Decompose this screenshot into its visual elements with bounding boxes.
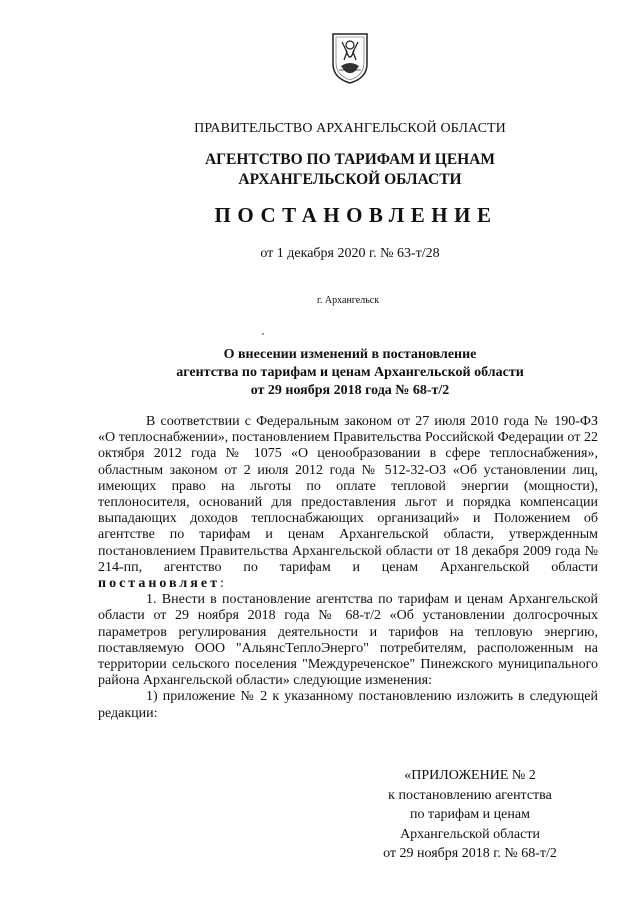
document-body	[98, 414, 598, 722]
scan-mark	[262, 333, 264, 335]
subject-line1: О внесении изменений в постановление	[223, 347, 477, 362]
appendix-line4: Архангельской области	[400, 826, 540, 842]
appendix-line2: к постановлению агентства	[388, 787, 552, 803]
date-number: от 1 декабря 2020 г. № 63-т/28	[260, 246, 440, 261]
paragraph-1-text: В соответствии с Федеральным законом от 27 июля 2010 года № 190-ФЗ «О теплоснабжении», постановлением Правительства Российской Федерации от 22 октября 2012 года № 1075 «О ценообразовании в сфере теплоснабжения», областным законом от 2 июля 2012 года № 512-32-ОЗ «Об установлении лиц, имеющих право на льготы по оплате тепловой энергии (мощности), теплоносителя, оснований для предоставления льгот и порядка компенсации выпадающих доходов теплоснабжающих организаций» и Положением об агентстве по тарифам и ценам Архангельской области, утвержденным постановлением Правительства Архангельской области от 18 декабря 2009 года № 214-пп, агентство по тарифам и ценам Архангельской области	[98, 414, 598, 575]
document-type: ПОСТАНОВЛЕНИЕ	[214, 203, 498, 227]
action-word: постановляет	[98, 576, 220, 592]
agency-title	[30, 150, 640, 190]
coat-of-arms-icon	[330, 30, 370, 85]
appendix-line5: от 29 ноября 2018 г. № 68-т/2	[383, 846, 557, 861]
subject-line3: от 29 ноября 2018 года № 68-т/2	[250, 383, 450, 398]
paragraph-1-end: :	[219, 576, 224, 592]
subject-line2: агентства по тарифам и ценам Архангельской области	[176, 365, 524, 380]
document-subject	[30, 346, 640, 400]
body-paragraph-3: 1) приложение № 2 к указанному постановлению изложить в следующей редакции:	[98, 689, 598, 721]
appendix-block	[365, 766, 575, 864]
city: г. Архангельск	[316, 295, 380, 306]
agency-title-line2: АРХАНГЕЛЬСКОЙ ОБЛАСТИ	[238, 171, 462, 188]
body-paragraph-1	[98, 414, 598, 592]
agency-title-line1: АГЕНТСТВО ПО ТАРИФАМ И ЦЕНАМ	[204, 151, 496, 168]
appendix-line1: «ПРИЛОЖЕНИЕ № 2	[404, 768, 536, 783]
body-paragraph-2: 1. Внести в постановление агентства по тарифам и ценам Архангельской области от 29 ноября 2018 года № 68-т/2 «Об установлении долгосрочных параметров регулирования деятельности и тарифов на тепловую энергию, поставляемую ООО "АльянсТеплоЭнерго" потребителям, расположенным на территории сельского поселения "Междуреченское" Пинежского муниципального района Архангельской области» следующие изменения:	[98, 592, 598, 689]
appendix-line3: по тарифам и ценам	[410, 807, 530, 822]
government-title: ПРАВИТЕЛЬСТВО АРХАНГЕЛЬСКОЙ ОБЛАСТИ	[194, 121, 506, 136]
